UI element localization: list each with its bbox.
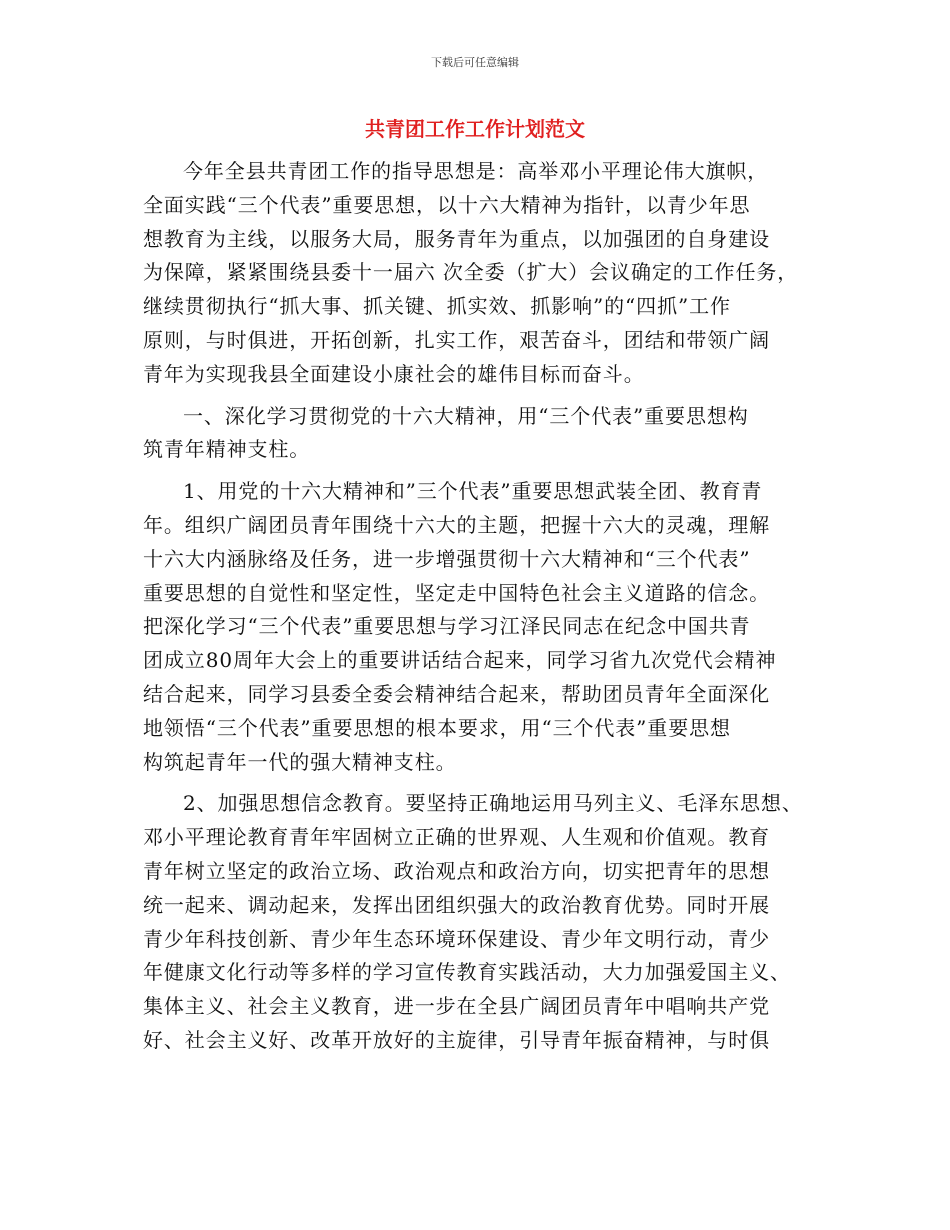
text-line: 邓小平理论教育青年牢固树立正确的世界观、人生观和价值观。教育	[143, 825, 770, 850]
text-line: 1、用党的十六大精神和”三个代表”重要思想武装全团、教育青	[183, 479, 763, 504]
text-line: 年健康文化行动等多样的学习宣传教育实践活动，大力加强爱国主义、	[143, 960, 791, 985]
text-line: 统一起来、调动起来，发挥出团组织强大的政治教育优势。同时开展	[143, 892, 770, 917]
text-line: 想教育为主线，以服务大局，服务青年为重点，以加强团的自身建设	[143, 226, 770, 251]
paragraph-section-one-heading	[143, 400, 813, 468]
text-line: 把深化学习“三个代表”重要思想与学习江泽民同志在纪念中国共青	[143, 614, 751, 639]
text-line: 集体主义、社会主义教育，进一步在全县广阔团员青年中唱响共产党	[143, 994, 770, 1019]
document-body	[143, 155, 813, 1066]
paragraph-guiding-thought	[143, 155, 813, 392]
header-note: 下载后可任意编辑	[431, 56, 519, 69]
document-title: 共青团工作工作计划范文	[365, 117, 585, 141]
text-line: 2、加强思想信念教育。要坚持正确地运用马列主义、毛泽东思想、	[183, 791, 803, 816]
text-line: 团成立80周年大会上的重要讲话结合起来，同学习省九次党代会精神	[143, 648, 777, 673]
paragraph-item-two	[143, 787, 813, 1057]
text-line: 继续贯彻执行“抓大事、抓关键、抓实效、抓影响”的“四抓”工作	[143, 294, 731, 319]
text-line: 全面实践“三个代表”重要思想，以十六大精神为指针，以青少年思	[143, 192, 751, 217]
text-line: 重要思想的自觉性和坚定性，坚定走中国特色社会主义道路的信念。	[143, 580, 770, 605]
paragraph-item-one	[143, 475, 813, 779]
text-line: 青年树立坚定的政治立场、政治观点和政治方向，切实把青年的思想	[143, 858, 770, 883]
text-line: 地领悟“三个代表”重要思想的根本要求，用“三个代表”重要思想	[143, 715, 731, 740]
text-line: 构筑起青年一代的强大精神支柱。	[143, 749, 457, 774]
text-line: 为保障，紧紧围绕县委十一届六 次全委（扩大）会议确定的工作任务，	[143, 260, 799, 285]
text-line: 结合起来，同学习县委全委会精神结合起来，帮助团员青年全面深化	[143, 681, 770, 706]
text-line: 年。组织广阔团员青年围绕十六大的主题，把握十六大的灵魂，理解	[143, 512, 770, 537]
text-line: 十六大内涵脉络及任务，进一步增强贯彻十六大精神和“三个代表”	[143, 546, 751, 571]
text-line: 一、深化学习贯彻党的十六大精神，用“三个代表”重要思想构	[183, 403, 749, 428]
text-line: 青年为实现我县全面建设小康社会的雄伟目标而奋斗。	[143, 361, 645, 386]
text-line: 原则，与时俱进，开拓创新，扎实工作，艰苦奋斗，团结和带领广阔	[143, 327, 770, 352]
text-line: 好、社会主义好、改革开放好的主旋律，引导青年振奋精神，与时俱	[143, 1027, 770, 1052]
text-line: 筑青年精神支柱。	[143, 437, 311, 462]
text-line: 青少年科技创新、青少年生态环境环保建设、青少年文明行动，青少	[143, 926, 770, 951]
text-line: 今年全县共青团工作的指导思想是：高举邓小平理论伟大旗帜，	[183, 159, 769, 183]
